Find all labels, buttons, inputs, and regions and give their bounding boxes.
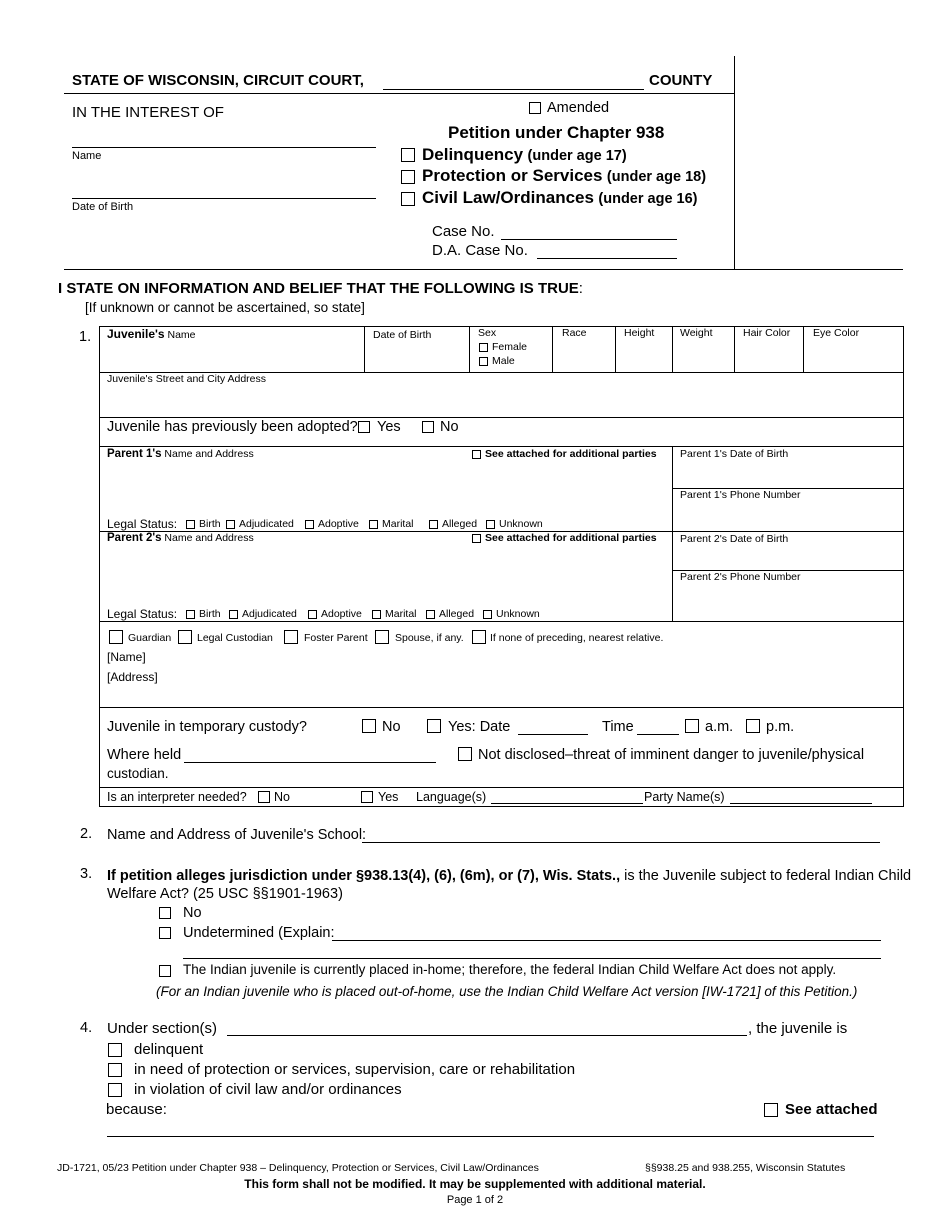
col-divider <box>803 326 804 372</box>
parent2-legal-status-label: Legal Status: <box>107 607 178 621</box>
height-label: Height <box>624 327 655 339</box>
male-label: Male <box>492 355 515 367</box>
p2-adjudicated-checkbox[interactable] <box>229 610 238 619</box>
p2-marital-label: Marital <box>385 608 417 620</box>
eye-color-label: Eye Color <box>813 327 860 339</box>
statement-subheading: [If unknown or cannot be ascertained, so state] <box>85 300 365 315</box>
school-label: Name and Address of Juvenile's School: <box>107 827 367 843</box>
female-label: Female <box>492 341 528 353</box>
custody-no-checkbox[interactable] <box>362 719 376 733</box>
p1-marital-label: Marital <box>382 518 414 530</box>
delinquency-age: (under age 17) <box>527 148 627 164</box>
p1-marital-checkbox[interactable] <box>369 520 378 529</box>
pm-checkbox[interactable] <box>746 719 760 733</box>
adopted-yes-label: Yes <box>377 419 401 435</box>
civil-law-label: Civil Law/Ordinances <box>422 188 594 207</box>
parent2-name-label <box>107 532 254 544</box>
amended-label: Amended <box>547 100 610 116</box>
interpreter-yes-label: Yes <box>378 790 399 804</box>
school-field[interactable] <box>362 842 880 843</box>
dob-field[interactable] <box>72 198 376 199</box>
section-2-number: 2. <box>80 826 93 842</box>
icwa-explain-field-2[interactable] <box>183 958 881 959</box>
parent1-name-label <box>107 448 254 460</box>
header-divider <box>734 56 735 269</box>
because-field[interactable] <box>107 1136 874 1137</box>
guardian-label: Guardian <box>128 632 172 644</box>
hair-color-label: Hair Color <box>743 327 791 339</box>
where-held-label: Where held <box>107 747 182 763</box>
icwa-inhome-label: The Indian juvenile is currently placed in-home; therefore, the federal Indian Child Welfare Act does not apply. <box>183 962 837 977</box>
col-divider <box>552 326 553 372</box>
parent1-see-attached-checkbox[interactable] <box>472 450 481 459</box>
row-divider <box>99 446 903 447</box>
delinquent-label: delinquent <box>134 1041 204 1058</box>
p2-unknown-label: Unknown <box>496 608 540 620</box>
custodian-label: custodian. <box>107 766 169 781</box>
icwa-question <box>107 868 911 884</box>
p1-unknown-label: Unknown <box>499 518 543 530</box>
guardian-name-label: [Name] <box>107 650 146 664</box>
da-case-no-label: D.A. Case No. <box>432 242 528 259</box>
dob-label: Date of Birth <box>72 201 134 213</box>
juvenile-name-label <box>107 327 196 341</box>
p2-alleged-checkbox[interactable] <box>426 610 435 619</box>
p1-birth-label: Birth <box>199 518 221 530</box>
p1-adoptive-label: Adoptive <box>318 518 359 530</box>
col-divider <box>734 326 735 372</box>
parent1-phone-label: Parent 1's Phone Number <box>680 489 801 501</box>
in-interest-label: IN THE INTEREST OF <box>72 104 224 121</box>
race-label: Race <box>562 327 587 339</box>
row-divider <box>99 787 903 788</box>
male-checkbox[interactable] <box>479 357 488 366</box>
interpreter-question: Is an interpreter needed? <box>107 790 247 804</box>
nearest-relative-checkbox[interactable] <box>472 630 486 644</box>
parent1-dob-label: Parent 1's Date of Birth <box>680 448 789 460</box>
parent1-legal-status-label: Legal Status: <box>107 517 178 531</box>
where-held-field[interactable] <box>184 762 436 763</box>
adopted-question: Juvenile has previously been adopted? <box>107 419 358 435</box>
custody-date-field[interactable] <box>518 734 588 735</box>
adopted-yes-checkbox[interactable] <box>358 421 370 433</box>
parent1-see-attached-label: See attached for additional parties <box>485 448 657 460</box>
custody-question: Juvenile in temporary custody? <box>107 719 307 735</box>
col-divider <box>469 326 470 372</box>
row-divider <box>99 621 903 622</box>
p2-birth-label: Birth <box>199 608 221 620</box>
p2-adoptive-label: Adoptive <box>321 608 362 620</box>
parent1-bold: Parent 1's <box>107 448 162 460</box>
civil-violation-checkbox[interactable] <box>108 1083 122 1097</box>
p2-marital-checkbox[interactable] <box>372 610 381 619</box>
delinquency-label: Delinquency <box>422 145 524 164</box>
civil-law-checkbox[interactable] <box>401 192 415 206</box>
interpreter-yes-checkbox[interactable] <box>361 791 373 803</box>
foster-parent-checkbox[interactable] <box>284 630 298 644</box>
parent2-see-attached-checkbox[interactable] <box>472 534 481 543</box>
icwa-no-label: No <box>183 905 202 921</box>
juvenile-name-rest: Name <box>164 329 196 341</box>
p2-alleged-label: Alleged <box>439 608 475 620</box>
see-attached-checkbox[interactable] <box>764 1103 778 1117</box>
female-checkbox[interactable] <box>479 343 488 352</box>
juvenile-address-label: Juvenile's Street and City Address <box>107 373 267 385</box>
icwa-no-checkbox[interactable] <box>159 907 171 919</box>
icwa-question-rest: is the Juvenile subject to federal Indian Child <box>620 868 912 884</box>
col-divider <box>364 326 365 372</box>
delinquent-checkbox[interactable] <box>108 1043 122 1057</box>
county-label: COUNTY <box>649 72 713 89</box>
petition-title: Petition under Chapter 938 <box>448 123 665 142</box>
custody-no-label: No <box>382 719 401 735</box>
p2-adjudicated-label: Adjudicated <box>242 608 297 620</box>
foster-parent-label: Foster Parent <box>304 632 368 644</box>
section-1-number: 1. <box>79 329 92 345</box>
parent2-bold: Parent 2's <box>107 532 162 544</box>
p1-adjudicated-checkbox[interactable] <box>226 520 235 529</box>
delinquency-checkbox[interactable] <box>401 148 415 162</box>
p1-adjudicated-label: Adjudicated <box>239 518 294 530</box>
sections-field[interactable] <box>227 1035 747 1036</box>
icwa-undetermined-label: Undetermined (Explain: <box>183 925 335 941</box>
spouse-checkbox[interactable] <box>375 630 389 644</box>
juvenile-dob-label: Date of Birth <box>373 329 432 341</box>
protection-checkbox[interactable] <box>401 170 415 184</box>
weight-label: Weight <box>680 327 713 339</box>
statutes: §§938.25 and 938.255, Wisconsin Statutes <box>645 1162 846 1174</box>
protection-label: Protection or Services <box>422 166 603 185</box>
parent2-see-attached-label: See attached for additional parties <box>485 532 657 544</box>
row-divider <box>99 707 903 708</box>
am-checkbox[interactable] <box>685 719 699 733</box>
amended-checkbox[interactable] <box>529 102 541 114</box>
name-field[interactable] <box>72 147 376 148</box>
case-no-field[interactable] <box>501 239 677 240</box>
parent1-name-rest: Name and Address <box>161 448 254 460</box>
guardian-checkbox[interactable] <box>109 630 123 644</box>
p1-unknown-checkbox[interactable] <box>486 520 495 529</box>
pm-label: p.m. <box>766 719 795 735</box>
p1-alleged-checkbox[interactable] <box>429 520 438 529</box>
juvenile-name-bold: Juvenile's <box>107 327 165 341</box>
interpreter-no-label: No <box>274 790 290 804</box>
nearest-relative-label: If none of preceding, nearest relative. <box>490 632 664 644</box>
p1-adoptive-checkbox[interactable] <box>305 520 314 529</box>
statement-heading <box>58 280 583 297</box>
parent2-phone-label: Parent 2's Phone Number <box>680 571 801 583</box>
header-bottom-rule <box>64 269 903 270</box>
custody-yes-checkbox[interactable] <box>427 719 441 733</box>
civil-law-option <box>422 188 698 208</box>
because-label: because: <box>106 1101 167 1118</box>
p1-birth-checkbox[interactable] <box>186 520 195 529</box>
col-divider <box>672 326 673 372</box>
section-3-number: 3. <box>80 866 93 882</box>
custody-yes-date-label: Yes: Date <box>448 719 511 735</box>
party-names-field[interactable] <box>730 803 872 804</box>
spouse-label: Spouse, if any. <box>395 632 464 644</box>
statement-heading-text: I STATE ON INFORMATION AND BELIEF THAT THE FOLLOWING IS TRUE <box>58 280 579 297</box>
legal-custodian-label: Legal Custodian <box>197 632 273 644</box>
civil-law-age: (under age 16) <box>598 191 698 207</box>
not-disclosed-checkbox[interactable] <box>458 747 472 761</box>
see-attached-label: See attached <box>785 1101 878 1118</box>
custody-time-field[interactable] <box>637 734 679 735</box>
languages-label: Language(s) <box>416 790 487 804</box>
p2-adoptive-checkbox[interactable] <box>308 610 317 619</box>
under-sections-label: Under section(s) <box>107 1020 218 1037</box>
protection-services-label: in need of protection or services, supervision, care or rehabilitation <box>134 1061 576 1078</box>
delinquency-option <box>422 145 627 165</box>
icwa-question-bold: If petition alleges jurisdiction under §938.13(4), (6), (6m), or (7), Wis. Stats., <box>107 868 621 884</box>
row-divider <box>99 417 903 418</box>
icwa-undetermined-checkbox[interactable] <box>159 927 171 939</box>
form-id: JD-1721, 05/23 Petition under Chapter 938 – Delinquency, Protection or Services, Civil Law/Ordinances <box>57 1162 539 1174</box>
juvenile-is-label: , the juvenile is <box>748 1020 848 1037</box>
section-4-number: 4. <box>80 1020 93 1036</box>
page-number: Page 1 of 2 <box>446 1194 504 1206</box>
p1-alleged-label: Alleged <box>442 518 478 530</box>
da-case-no-field[interactable] <box>537 258 677 259</box>
civil-violation-label: in violation of civil law and/or ordinances <box>134 1081 402 1098</box>
court-label: STATE OF WISCONSIN, CIRCUIT COURT, <box>72 72 364 89</box>
adopted-no-label: No <box>440 419 459 435</box>
statement-colon: : <box>578 280 583 297</box>
header-rule <box>64 93 734 94</box>
am-label: a.m. <box>705 719 734 735</box>
party-names-label: Party Name(s) <box>644 790 725 804</box>
legal-custodian-checkbox[interactable] <box>178 630 192 644</box>
custody-time-label: Time <box>602 719 634 735</box>
col-divider <box>672 446 673 622</box>
icwa-inhome-checkbox[interactable] <box>159 965 171 977</box>
parent2-dob-label: Parent 2's Date of Birth <box>680 533 789 545</box>
sex-label: Sex <box>478 327 497 339</box>
county-field[interactable] <box>383 89 644 90</box>
icwa-explain-field[interactable] <box>332 940 881 941</box>
guardian-address-label: [Address] <box>107 670 158 684</box>
p2-birth-checkbox[interactable] <box>186 610 195 619</box>
parent2-name-rest: Name and Address <box>161 532 254 544</box>
col-divider <box>615 326 616 372</box>
case-no-label: Case No. <box>432 223 495 240</box>
not-disclosed-label: Not disclosed–threat of imminent danger to juvenile/physical <box>478 747 865 763</box>
name-label: Name <box>72 150 102 162</box>
p2-unknown-checkbox[interactable] <box>483 610 492 619</box>
protection-services-checkbox[interactable] <box>108 1063 122 1077</box>
languages-field[interactable] <box>491 803 643 804</box>
modification-notice: This form shall not be modified. It may be supplemented with additional material. <box>244 1177 706 1191</box>
protection-option <box>422 166 706 186</box>
protection-age: (under age 18) <box>606 169 707 185</box>
icwa-note: (For an Indian juvenile who is placed out-of-home, use the Indian Child Welfare Act version [IW-1721] of this Petition.) <box>156 984 858 999</box>
icwa-question-line2: Welfare Act? (25 USC §§1901-1963) <box>107 886 343 902</box>
interpreter-no-checkbox[interactable] <box>258 791 270 803</box>
adopted-no-checkbox[interactable] <box>422 421 434 433</box>
